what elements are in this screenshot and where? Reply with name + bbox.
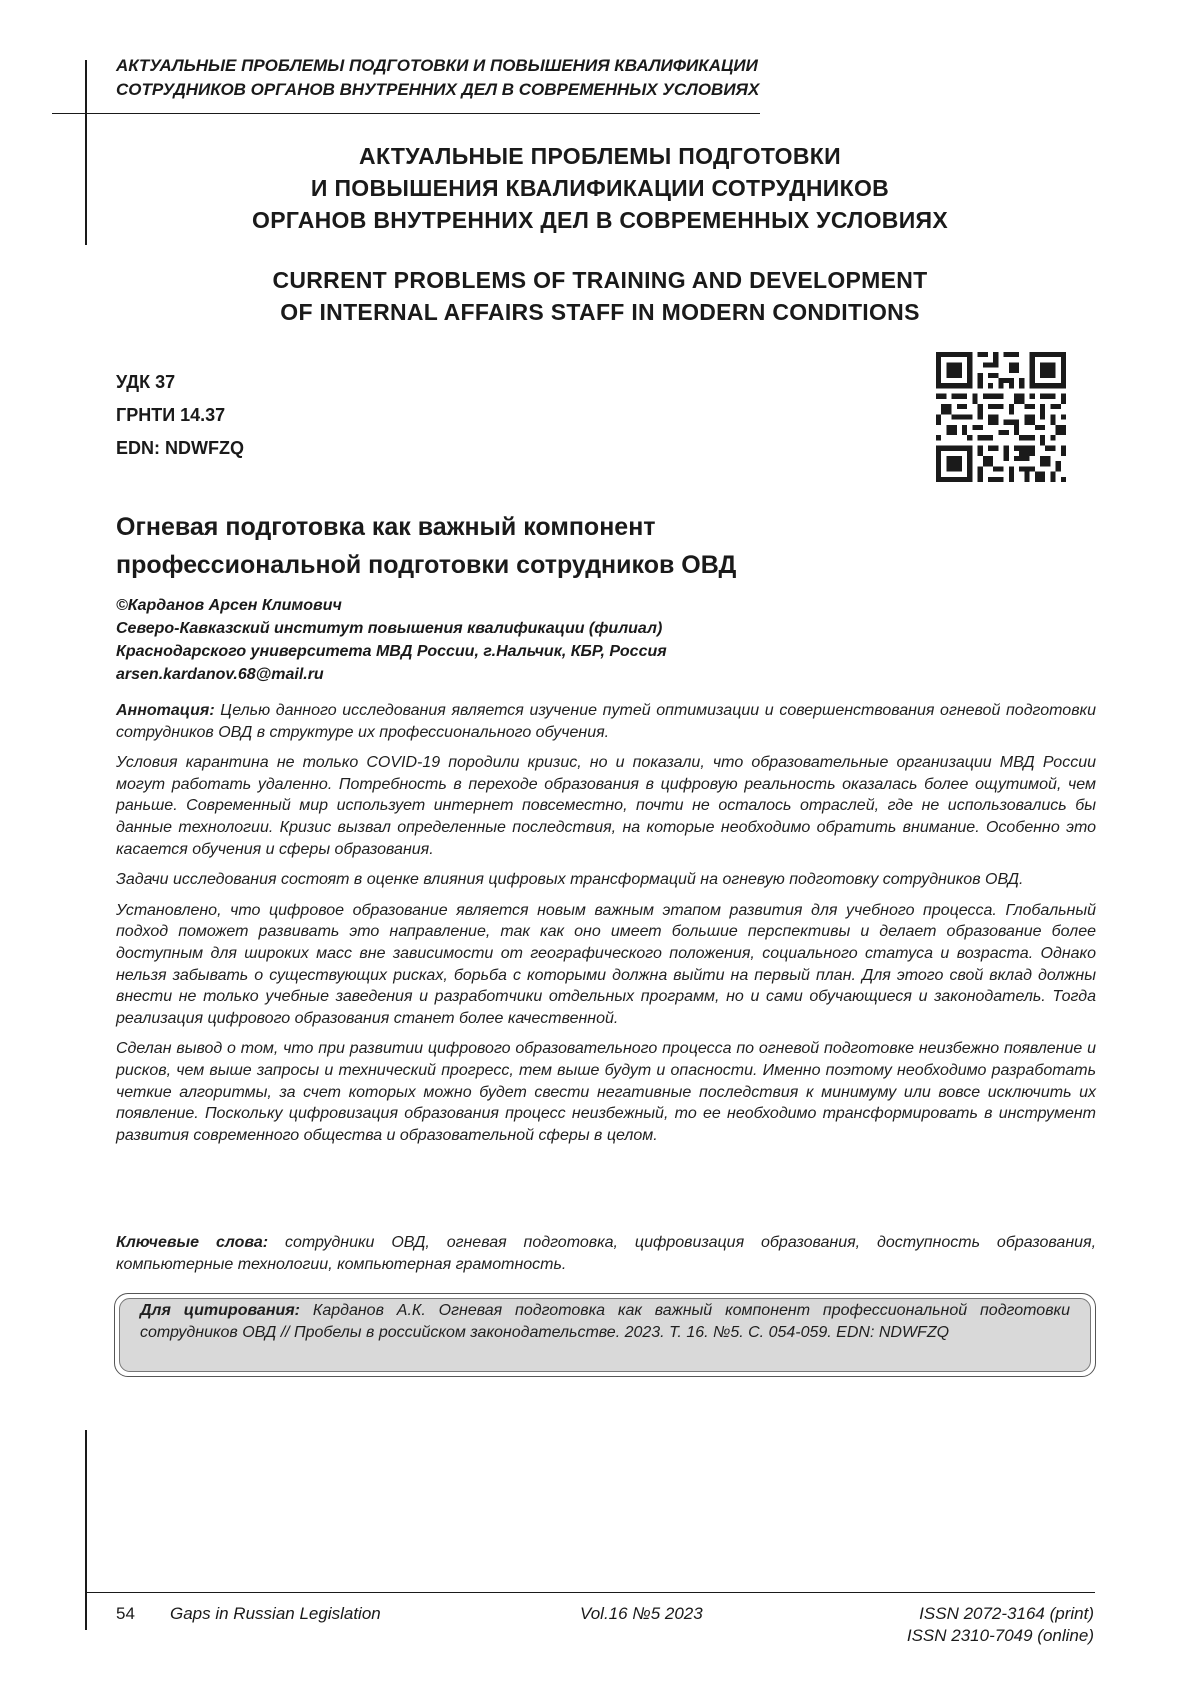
section-title-ru [150, 140, 1050, 236]
running-head-line-1: АКТУАЛЬНЫЕ ПРОБЛЕМЫ ПОДГОТОВКИ И ПОВЫШЕНИЯ КВАЛИФИКАЦИИ [116, 54, 916, 78]
citation [140, 1300, 1070, 1343]
footer-rule [85, 1592, 1095, 1593]
issn-print: ISSN 2072-3164 (print) [919, 1603, 1094, 1625]
issn-online: ISSN 2310-7049 (online) [907, 1625, 1094, 1647]
left-rule-bottom [85, 1430, 87, 1630]
keywords-paragraph [116, 1232, 1096, 1275]
grnti: ГРНТИ 14.37 [116, 399, 244, 432]
article-title-line: Огневая подготовка как важный компонент [116, 508, 736, 546]
header-rule [52, 113, 760, 114]
section-title-ru-line: АКТУАЛЬНЫЕ ПРОБЛЕМЫ ПОДГОТОВКИ [150, 140, 1050, 172]
keywords [116, 1232, 1096, 1284]
abstract-paragraph [116, 700, 1096, 743]
author-name: ©Карданов Арсен Климович [116, 594, 667, 617]
abstract-paragraph: Условия карантина не только COVID-19 породили кризис, но и показали, что образовательные организации МВД России могут работать удаленно. Потребность в переходе образования в цифровую реальность оказалась более ощутимой, чем раньше. Современный мир использует интернет повсеместно, почти не осталось отраслей, где не использовались бы данные технологии. Кризис вызвал определенные последствия, на которые необходимо обратить внимание. Особенно это касается обучения и сферы образования. [116, 752, 1096, 860]
running-head [116, 54, 916, 102]
section-title-en-line: OF INTERNAL AFFAIRS STAFF IN MODERN CONDITIONS [150, 296, 1050, 328]
journal-name: Gaps in Russian Legislation [170, 1603, 381, 1625]
journal-volume: Vol.16 №5 2023 [580, 1603, 703, 1625]
section-title-ru-line: ОРГАНОВ ВНУТРЕННИХ ДЕЛ В СОВРЕМЕННЫХ УСЛОВИЯХ [150, 204, 1050, 236]
article-meta [116, 366, 244, 465]
author-email[interactable]: arsen.kardanov.68@mail.ru [116, 663, 667, 686]
udk: УДК 37 [116, 366, 244, 399]
abstract-paragraph: Установлено, что цифровое образование является новым важным этапом развития для учебного процесса. Глобальный подход поможет развивать это направление, так как оно имеет большие перспективы и делает образование более доступным для широких масс вне зависимости от географического положения, социального статуса и возраста. Однако нельзя забывать о существующих рисках, борьба с которыми должна выйти на первый план. Для этого свой вклад должны внести не только учебные заведения и разработчики отдельных программ, но и сами обучающиеся и законодатель. Тогда реализация цифрового образования станет более качественной. [116, 900, 1096, 1030]
section-title-en-line: CURRENT PROBLEMS OF TRAINING AND DEVELOPMENT [150, 264, 1050, 296]
keywords-text: сотрудники ОВД, огневая подготовка, цифровизация образования, доступность образования, компьютерные технологии, компьютерная грамотность. [116, 1234, 1096, 1273]
section-title-en [150, 264, 1050, 328]
abstract-paragraph: Задачи исследования состоят в оценке влияния цифровых трансформаций на огневую подготовку сотрудников ОВД. [116, 869, 1096, 891]
abstract-paragraph: Сделан вывод о том, что при развитии цифрового образовательного процесса по огневой подготовке неизбежно появление и рисков, чем выше запросы и технический прогресс, тем выше будут и опасности. Именно поэтому необходимо разработать четкие алгоритмы, за счет которых можно будет свести негативные последствия к минимуму или вовсе исключить их появление. Поскольку цифровизация образования процесс неизбежный, то ее необходимо трансформировать в инструмент развития современного общества и образовательной сферы в целом. [116, 1038, 1096, 1146]
abstract-label: Аннотация: [116, 702, 215, 719]
abstract-text: Целью данного исследования является изучение путей оптимизации и совершенствования огневой подготовки сотрудников ОВД в структуре их профессионального обучения. [116, 702, 1096, 741]
citation-label: Для цитирования: [140, 1302, 300, 1319]
section-title-ru-line: И ПОВЫШЕНИЯ КВАЛИФИКАЦИИ СОТРУДНИКОВ [150, 172, 1050, 204]
running-head-line-2: СОТРУДНИКОВ ОРГАНОВ ВНУТРЕННИХ ДЕЛ В СОВРЕМЕННЫХ УСЛОВИЯХ [116, 78, 916, 102]
edn: EDN: NDWFZQ [116, 432, 244, 465]
author-affiliation: Северо-Кавказский институт повышения квалификации (филиал) [116, 617, 667, 640]
abstract [116, 700, 1096, 1155]
author-affiliation: Краснодарского университета МВД России, г.Нальчик, КБР, Россия [116, 640, 667, 663]
qr-code-icon [936, 352, 1066, 482]
keywords-label: Ключевые слова: [116, 1234, 268, 1251]
citation-text: Карданов А.К. Огневая подготовка как важный компонент профессиональной подготовки сотрудников ОВД // Пробелы в российском законодательстве. 2023. Т. 16. №5. С. 054-059. EDN: NDWFZQ [140, 1302, 1070, 1341]
author-block [116, 594, 667, 686]
left-rule-top [85, 60, 87, 245]
page-number: 54 [116, 1603, 135, 1625]
article-title-line: профессиональной подготовки сотрудников ОВД [116, 546, 736, 584]
article-title [116, 508, 736, 584]
